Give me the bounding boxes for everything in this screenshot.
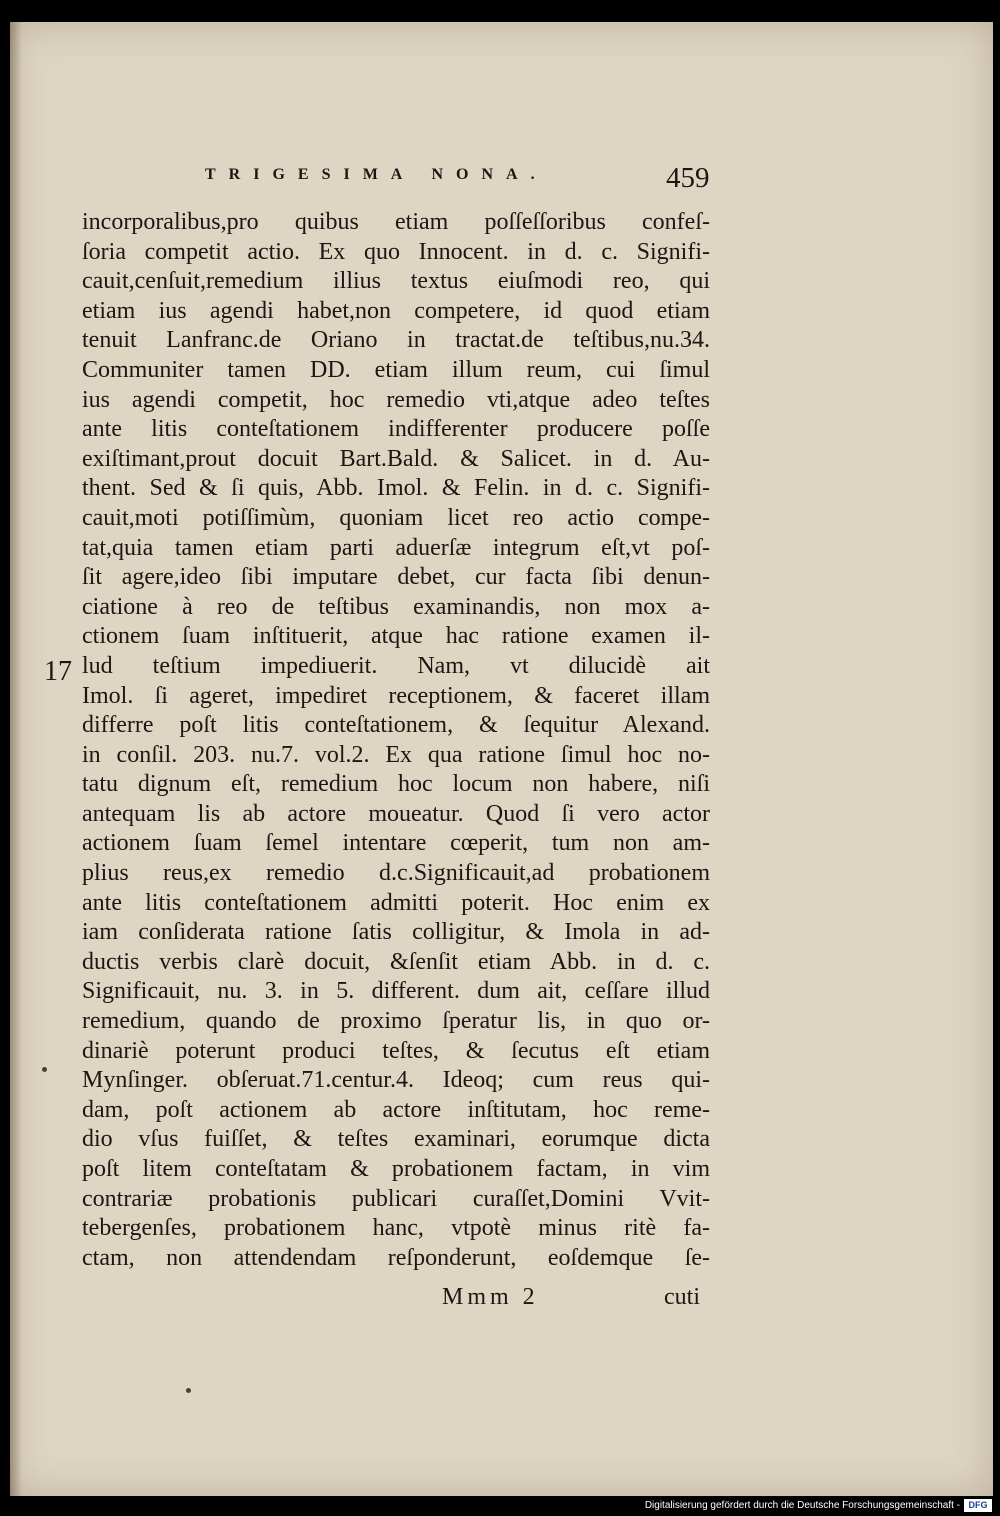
text-line: thent. Sed & ſi quis, Abb. Imol. & Felin. in d. c. Signifi- bbox=[82, 475, 710, 502]
text-line: ctam, non attendendam reſponderunt, eoſdemque ſe- bbox=[82, 1244, 710, 1271]
text-line: ductis verbis clarè docuit, &ſenſit etiam Abb. in d. c. bbox=[82, 948, 710, 975]
signature-mark: Mmm 2 bbox=[442, 1284, 539, 1310]
text-line: tenuit Lanfranc.de Oriano in tractat.de teſtibus,nu.34. bbox=[82, 327, 710, 354]
text-line: differre poſt litis conteſtationem, & ſequitur Alexand. bbox=[82, 712, 710, 739]
text-line: etiam ius agendi habet,non competere, id quod etiam bbox=[82, 297, 710, 324]
text-line: in conſil. 203. nu.7. vol.2. Ex qua ratione ſimul hoc no- bbox=[82, 741, 710, 768]
text-line: tatu dignum eſt, remedium hoc locum non habere, niſi bbox=[82, 771, 710, 798]
book-page bbox=[10, 22, 993, 1496]
page-header bbox=[10, 162, 993, 192]
text-line: plius reus,ex remedio d.c.Significauit,ad probationem bbox=[82, 860, 710, 887]
page-number: 459 bbox=[666, 162, 710, 194]
text-line: poſt litem conteſtatam & probationem factam, in vim bbox=[82, 1156, 710, 1182]
text-line: contrariæ probationis publicari curaſſet,Domini Vvit- bbox=[82, 1185, 710, 1212]
text-line: Mynſinger. obſeruat.71.centur.4. Ideoq; cum reus qui- bbox=[82, 1067, 710, 1094]
funding-credit: Digitalisierung gefördert durch die Deutsche Forschungsgemeinschaft - bbox=[644, 1500, 960, 1511]
page-gutter-shadow bbox=[10, 22, 22, 1496]
text-line: Significauit, nu. 3. in 5. different. dum ait, ceſſare illud bbox=[82, 978, 710, 1005]
catchword: cuti bbox=[664, 1284, 700, 1310]
text-line: Communiter tamen DD. etiam illum reum, cui ſimul bbox=[82, 356, 710, 383]
text-line: exiſtimant,prout docuit Bart.Bald. & Salicet. in d. Au- bbox=[82, 445, 710, 472]
text-line: incorporalibus,pro quibus etiam poſſeſſoribus confeſ- bbox=[82, 209, 710, 235]
text-line: ſoria competit actio. Ex quo Innocent. in d. c. Signifi- bbox=[82, 238, 710, 265]
text-line: actionem ſuam ſemel intentare cœperit, tum non am- bbox=[82, 830, 710, 857]
ink-speck bbox=[186, 1388, 191, 1393]
text-line: ius agendi competit, hoc remedio vti,atque adeo teſtes bbox=[82, 386, 710, 413]
ink-speck bbox=[42, 1067, 47, 1072]
text-line: antequam lis ab actore moueatur. Quod ſi vero actor bbox=[82, 800, 710, 827]
text-line: ctionem ſuam inſtituerit, atque hac ratione examen il- bbox=[82, 623, 710, 650]
text-line: cauit,moti potiſſimùm, quoniam licet reo actio compe- bbox=[82, 504, 710, 531]
text-line: tebergenſes, probationem hanc, vtpotè minus ritè fa- bbox=[82, 1215, 710, 1242]
text-line: lud teſtium impediuerit. Nam, vt dilucidè ait bbox=[82, 652, 710, 679]
text-line: remedium, quando de proximo ſperatur lis, in quo or- bbox=[82, 1008, 710, 1035]
text-line: dinariè poterunt produci teſtes, & ſecutus eſt etiam bbox=[82, 1037, 710, 1064]
text-line: dam, poſt actionem ab actore inſtitutam, hoc reme- bbox=[82, 1096, 710, 1123]
running-head: TRIGESIMA NONA. bbox=[205, 166, 548, 183]
credit-bar bbox=[0, 1496, 1000, 1516]
body-text bbox=[82, 208, 710, 1273]
text-line: ſit agere,ideo ſibi imputare debet, cur facta ſibi denun- bbox=[82, 564, 710, 591]
text-line: ciatione à reo de teſtibus examinandis, non mox a- bbox=[82, 593, 710, 620]
text-line: ante litis conteſtationem admitti poterit. Hoc enim ex bbox=[82, 889, 710, 916]
text-line: Imol. ſi ageret, impediret receptionem, & faceret illam bbox=[82, 682, 710, 709]
text-line: tat,quia tamen etiam parti aduerſæ integrum eſt,vt poſ- bbox=[82, 534, 710, 561]
dfg-logo-badge: DFG bbox=[964, 1499, 992, 1512]
text-line: iam conſiderata ratione ſatis colligitur, & Imola in ad- bbox=[82, 919, 710, 946]
text-line: cauit,cenſuit,remedium illius textus eiuſmodi reo, qui bbox=[82, 268, 710, 295]
text-line: ante litis conteſtationem indifferenter producere poſſe bbox=[82, 416, 710, 443]
margin-note-number: 17 bbox=[44, 656, 72, 687]
text-line: dio vſus fuiſſet, & teſtes examinari, eorumque dicta bbox=[82, 1126, 710, 1153]
